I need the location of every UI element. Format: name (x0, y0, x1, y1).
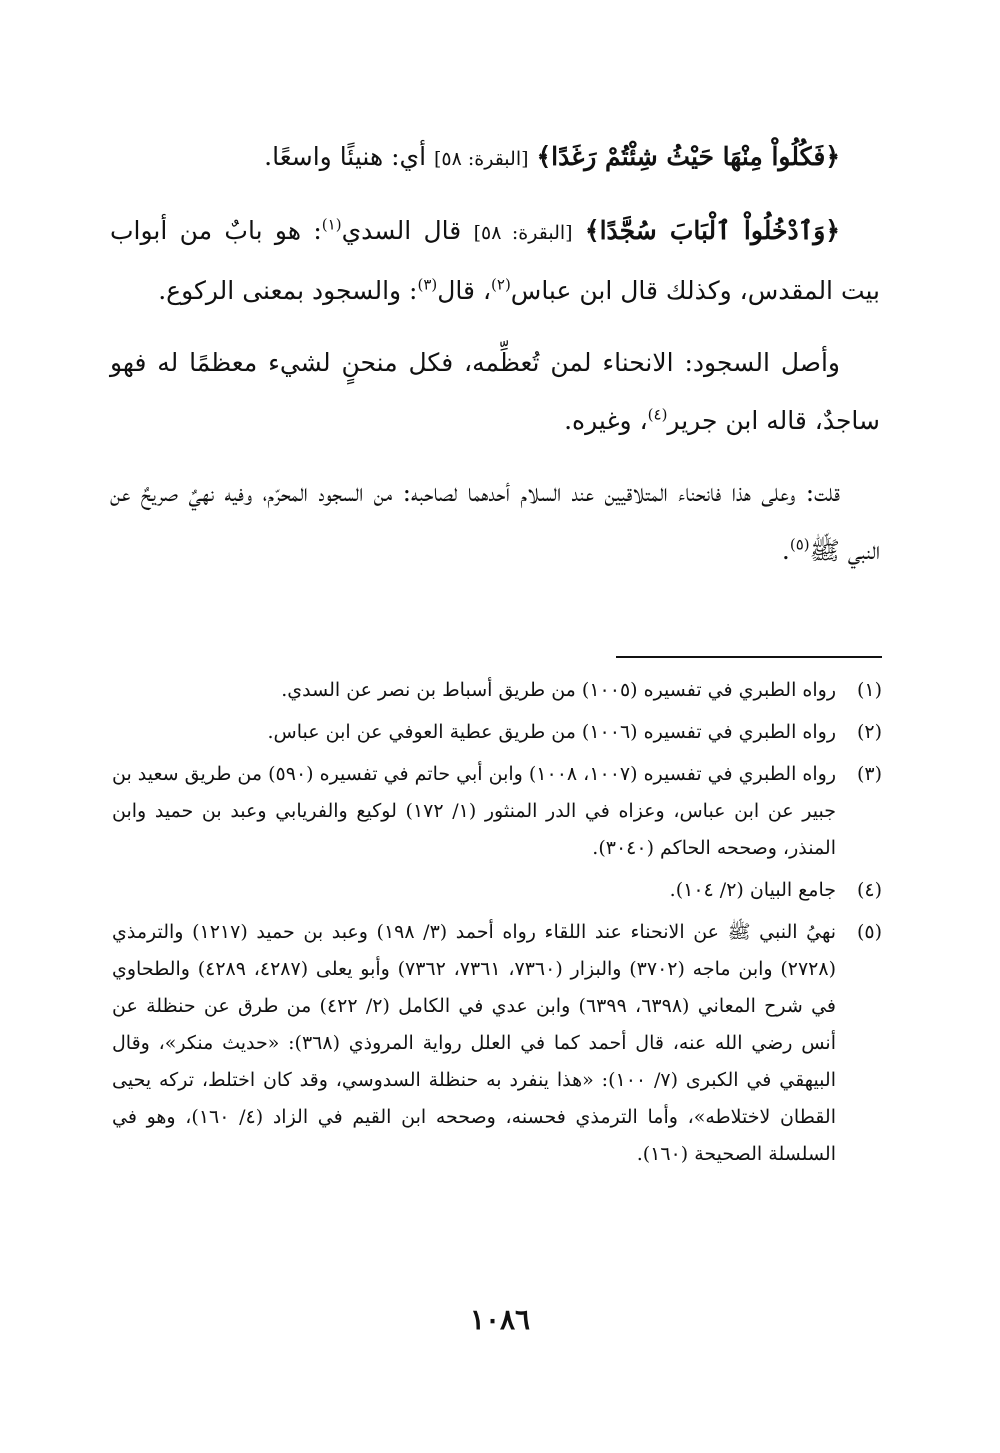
paragraph-text: . (781, 536, 790, 565)
paragraph-text: قلت: وعلى هذا فانحناء المتلاقيين عند السلام أحدهما لصاحبه: من السجود المحرّم، وفيه نهيٌ صريحٌ عن النبي ﷺ (110, 478, 880, 565)
footnote-1 (112, 672, 882, 709)
footnote-3 (112, 756, 882, 867)
paragraph-2 (110, 202, 880, 320)
footnote-text: رواه الطبري في تفسيره (١٠٠٦) من طريق عطية العوفي عن ابن عباس. (267, 721, 836, 743)
footnote-number: (٣) (856, 763, 882, 785)
paragraph-text: أي: هنيئًا واسعًا. (264, 142, 427, 171)
footnote-marker-1[interactable]: (١) (321, 215, 342, 234)
footnote-marker-3[interactable]: (٣) (417, 275, 438, 294)
footnotes (112, 672, 882, 1178)
page-number: ١٠٨٦ (469, 1303, 531, 1336)
footnote-text: جامع البيان (٢/ ١٠٤). (669, 879, 836, 901)
main-text (110, 128, 880, 594)
footnote-number: (١) (856, 679, 882, 701)
footnote-4 (112, 872, 882, 909)
paragraph-text: قال السدي (341, 216, 462, 245)
footnote-number: (٢) (856, 721, 882, 743)
footnote-marker-2[interactable]: (٢) (491, 275, 511, 294)
footnote-text: رواه الطبري في تفسيره (١٠٠٥) من طريق أسباط بن نصر عن السدي. (281, 679, 836, 701)
paragraph-3 (110, 334, 880, 450)
surah-reference: [البقرة: ٥٨] (433, 148, 529, 170)
paragraph-text: : هو بابٌ من أبواب بيت المقدس، وكذلك قال ابن عباس (110, 216, 880, 305)
paragraph-text: ، قال (437, 276, 492, 305)
footnote-number: (٥) (856, 921, 882, 943)
paragraph-4 (110, 464, 880, 580)
paragraph-text: : والسجود بمعنى الركوع. (158, 276, 418, 305)
paragraph-1 (110, 128, 880, 188)
footnote-marker-4[interactable]: (٤) (647, 405, 668, 424)
footnote-2 (112, 714, 882, 751)
footnote-text: رواه الطبري في تفسيره (١٠٠٧، ١٠٠٨) وابن أبي حاتم في تفسيره (٥٩٠) من طريق سعيد بن جبير عن ابن عباس، وعزاه في الدر المنثور (١/ ١٧٢) لوكيع والفريابي وعبد بن حميد وابن المنذر، وصححه الحاكم (٣٠٤٠). (112, 763, 837, 859)
paragraph-text: ، وغيره. (564, 406, 648, 435)
footnote-marker-5[interactable]: (٥) (789, 535, 810, 554)
surah-reference: [البقرة: ٥٨] (473, 222, 573, 244)
quran-verse: ﴿وَٱدْخُلُواْ ٱلْبَابَ سُجَّدًا﴾ (584, 216, 841, 245)
footnote-separator (616, 656, 882, 658)
quran-verse: ﴿فَكُلُواْ مِنْهَا حَيْثُ شِئْتُمْ رَغَدًا﴾ (536, 142, 840, 171)
paragraph-text: وأصل السجود: الانحناء لمن تُعظِّمه، فكل منحنٍ لشيء معظمًا له فهو ساجدٌ، قاله ابن جرير (110, 348, 880, 435)
footnote-5 (112, 914, 882, 1173)
footnote-text: نهيُ النبي ﷺ عن الانحناء عند اللقاء رواه أحمد (٣/ ١٩٨) وعبد بن حميد (١٢١٧) والترمذي (٢٧٢٨) وابن ماجه (٣٧٠٢) والبزار (٧٣٦٠، ٧٣٦١، ٧٣٦٢) وأبو يعلى (٤٢٨٧، ٤٢٨٩) والطحاوي في شرح المعاني (٦٣٩٨، ٦٣٩٩) وابن عدي في الكامل (٢/ ٤٢٢) من طرق عن حنظلة عن أنس رضي الله عنه، قال أحمد كما في العلل رواية المروذي (٣٦٨): «حديث منكر»، وقال البيهقي في الكبرى (٧/ ١٠٠): «هذا ينفرد به حنظلة السدوسي، وقد كان اختلط، تركه يحيى القطان لاختلاطه»، وأما الترمذي فحسنه، وصححه ابن القيم في الزاد (٤/ ١٦٠)، وهو في السلسلة الصحيحة (١٦٠). (112, 921, 837, 1165)
footnote-number: (٤) (856, 879, 882, 901)
